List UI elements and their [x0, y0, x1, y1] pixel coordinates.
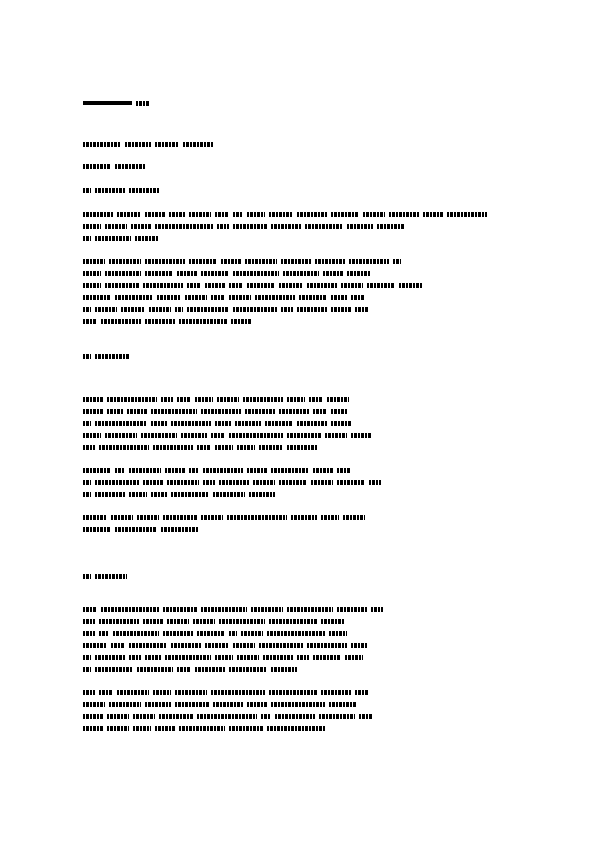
paragraph-line	[83, 618, 513, 624]
paragraph-line	[83, 432, 513, 438]
paragraph-line	[83, 467, 513, 473]
paragraph-line	[83, 306, 513, 312]
paragraph-line	[83, 526, 283, 532]
paragraph-line	[83, 396, 513, 402]
paragraph-line	[83, 491, 433, 497]
section-heading	[83, 353, 153, 359]
paragraph-line	[83, 235, 193, 241]
paragraph-line	[83, 701, 513, 707]
paragraph-line	[83, 654, 513, 660]
doc-header	[83, 100, 153, 106]
paragraph-line	[83, 689, 513, 695]
paragraph-line	[83, 666, 443, 672]
paragraph-line	[83, 294, 513, 300]
paragraph-line	[83, 223, 513, 229]
paragraph-line	[83, 258, 513, 264]
subheading	[83, 163, 163, 169]
section-title	[83, 141, 263, 147]
paragraph-line	[83, 408, 513, 414]
paragraph-line	[83, 282, 513, 288]
paragraph-line	[83, 642, 513, 648]
paragraph-line	[83, 318, 363, 324]
paragraph-line	[83, 211, 513, 217]
paragraph-line	[83, 479, 513, 485]
paragraph-line	[83, 606, 513, 612]
paragraph-line	[83, 713, 513, 719]
paragraph-line	[83, 725, 423, 731]
paragraph-line	[83, 420, 513, 426]
paragraph-line	[83, 630, 513, 636]
section-heading	[83, 573, 153, 579]
paragraph-line	[83, 270, 513, 276]
paragraph-line	[83, 514, 513, 520]
subheading	[83, 187, 183, 193]
paragraph-line	[83, 444, 463, 450]
